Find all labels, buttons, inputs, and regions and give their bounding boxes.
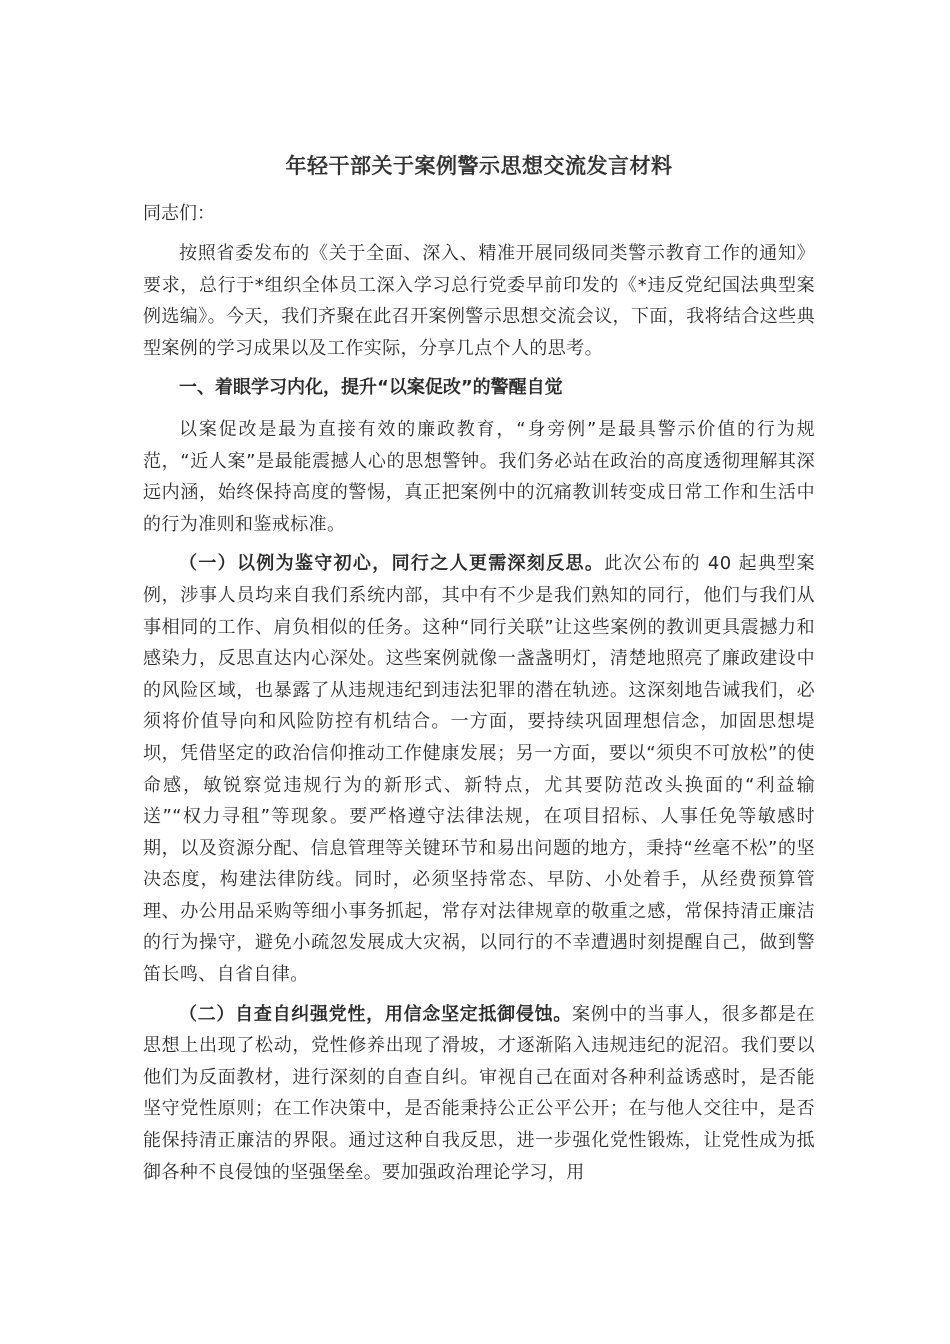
section-heading-1: 一、着眼学习内化，提升“以案促改”的警醒自觉: [179, 377, 563, 399]
point-1-paragraph: [143, 548, 815, 990]
point-2-paragraph: [143, 999, 815, 1189]
intro-paragraph: 按照省委发布的《关于全面、深入、精准开展同级同类警示教育工作的通知》要求，总行于*组织全体员工深入学习总行党委早前印发的《*违反党纪国法典型案例选编》。今天，我们齐聚在此召开案例警示思想交流会议，下面，我将结合这些典型案例的学习成果以及工作实际，分享几点个人的思考。: [143, 243, 815, 359]
section-1-paragraph: 以案促改是最为直接有效的廉政教育，“身旁例”是最具警示价值的行为规范，“近人案”是最能震撼人心的思想警钟。我们务必站在政治的高度透彻理解其深远内涵，始终保持高度的警惕，真正把案例中的沉痛教训转变成日常工作和生活中的行为准则和鉴戒标准。: [143, 418, 815, 535]
document-page: [143, 148, 815, 1196]
document-title: 年轻干部关于案例警示思想交流发言材料: [285, 154, 673, 178]
point-2-body: 案例中的当事人，很多都是在思想上出现了松动，党性修养出现了滑坡，才逐渐陷入违规违纪的泥沼。我们要以他们为反面教材，进行深刻的自查自纠。审视自己在面对各种利益诱惑时，是否能坚守党性原则；在工作决策中，是否能秉持公正公平公开；在与他人交往中，是否能保持清正廉洁的界限。通过这种自我反思，进一步强化党性锻炼，让党性成为抵御各种不良侵蚀的坚强堡垒。要加强政治理论学习，用: [143, 1003, 815, 1183]
salutation: 同志们：: [143, 203, 215, 224]
point-1-body: 此次公布的 40 起典型案例，涉事人员均来自我们系统内部，其中有不少是我们熟知的同行，他们与我们从事相同的工作、肩负相似的任务。这种“同行关联”让这些案例的教训更具震撼力和感染力，反思直达内心深处。这些案例就像一盏盏明灯，清楚地照亮了廉政建设中的风险区域，也暴露了从违规违纪到违法犯罪的潜在轨迹。这深刻地告诫我们，必须将价值导向和风险防控有机结合。一方面，要持续巩固理想信念，加固思想堤坝，凭借坚定的政治信仰推动工作健康发展；另一方面，要以“须臾不可放松”的使命感，敏锐察觉违规行为的新形式、新特点，尤其要防范改头换面的“利益输送”“权力寻租”等现象。要严格遵守法律法规，在项目招标、人事任免等敏感时期，以及资源分配、信息管理等关键环节和易出问题的地方，秉持“丝毫不松”的坚决态度，构建法律防线。同时，必须坚持常态、早防、小处着手，从经费预算管理、办公用品采购等细小事务抓起，常存对法律规章的敬重之感，常保持清正廉洁的行为操守，避免小疏忽发展成大灾祸，以同行的不幸遭遇时刻提醒自己，做到警笛长鸣、自省自律。: [143, 553, 815, 986]
point-1-lead: （一）以例为鉴守初心，同行之人更需深刻反思。: [179, 553, 605, 575]
point-2-lead: （二）自查自纠强党性，用信念坚定抵御侵蚀。: [179, 1003, 573, 1025]
